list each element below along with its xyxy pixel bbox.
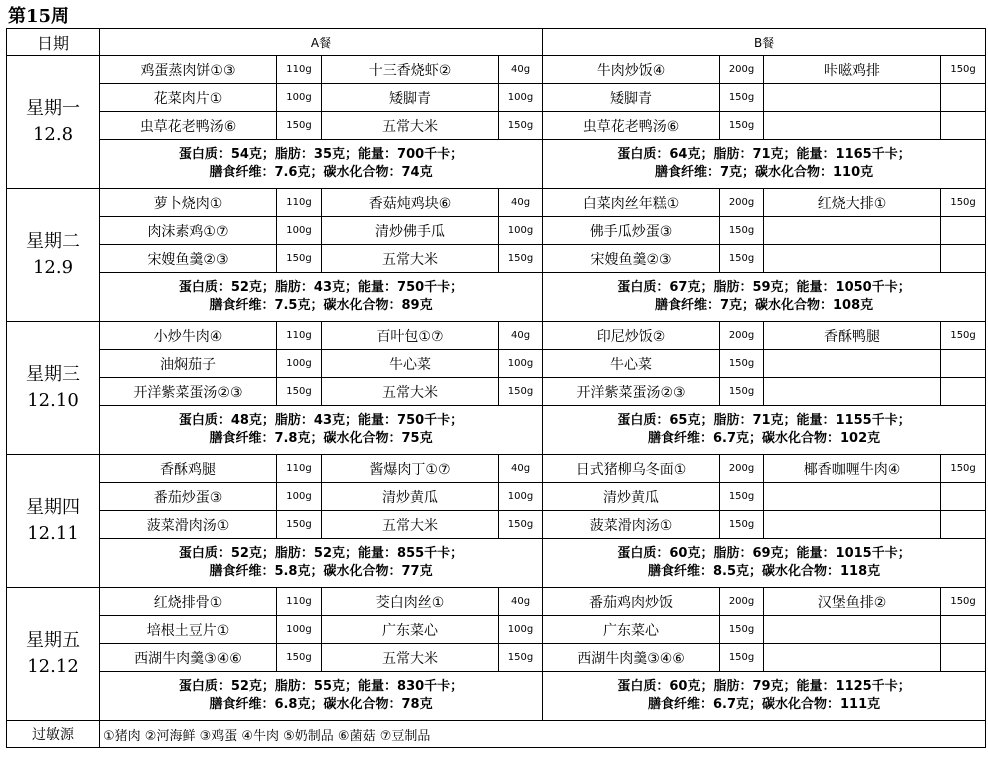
dish-name: 汉堡鱼排② [764, 588, 941, 616]
nutrition-row [7, 539, 986, 588]
nutrition-row [7, 406, 986, 455]
dish-weight: 150g [720, 644, 764, 672]
dish-weight [941, 112, 986, 140]
nutrition-set-b [543, 672, 986, 721]
day-name: 星期四 [26, 497, 80, 518]
dish-row [7, 322, 986, 350]
dish-weight: 110g [277, 56, 322, 84]
dish-name [764, 644, 941, 672]
dish-weight: 200g [720, 322, 764, 350]
dish-weight: 150g [499, 112, 543, 140]
day-date: 12.9 [32, 257, 74, 278]
dish-name: 菠菜滑肉汤① [100, 511, 277, 539]
nutrition-row [7, 672, 986, 721]
dish-weight [941, 217, 986, 245]
dish-name: 佛手瓜炒蛋③ [543, 217, 720, 245]
dish-weight [941, 84, 986, 112]
dish-weight: 40g [499, 588, 543, 616]
dish-weight: 100g [499, 350, 543, 378]
dish-row [7, 245, 986, 273]
nutrition-line: 蛋白质：52克；脂肪：43克；能量：750千卡； [178, 280, 464, 295]
dish-name: 五常大米 [322, 112, 499, 140]
day-name: 星期二 [26, 231, 80, 252]
day-cell [7, 588, 100, 721]
nutrition-set-a [100, 539, 543, 588]
dish-name: 肉沫素鸡①⑦ [100, 217, 277, 245]
dish-weight: 100g [277, 483, 322, 511]
dish-name: 培根土豆片① [100, 616, 277, 644]
dish-name [764, 217, 941, 245]
nutrition-line: 膳食纤维：7.8克；碳水化合物：75克 [209, 431, 433, 446]
dish-weight: 100g [499, 84, 543, 112]
dish-row [7, 112, 986, 140]
dish-row [7, 84, 986, 112]
nutrition-line: 膳食纤维：6.7克；碳水化合物：102克 [647, 431, 881, 446]
nutrition-line: 膳食纤维：7克；碳水化合物：110克 [654, 165, 874, 180]
dish-weight [941, 644, 986, 672]
dish-name: 红烧大排① [764, 189, 941, 217]
dish-name: 萝卜烧肉① [100, 189, 277, 217]
day-cell [7, 455, 100, 588]
day-date: 12.12 [27, 656, 79, 677]
dish-name: 菠菜滑肉汤① [543, 511, 720, 539]
dish-weight: 110g [277, 189, 322, 217]
dish-name: 开洋紫菜蛋汤②③ [543, 378, 720, 406]
nutrition-set-a [100, 273, 543, 322]
dish-weight: 150g [720, 245, 764, 273]
dish-row [7, 511, 986, 539]
dish-name: 五常大米 [322, 245, 499, 273]
nutrition-line: 膳食纤维：7克；碳水化合物：108克 [654, 298, 874, 313]
dish-name: 清炒黄瓜 [543, 483, 720, 511]
dish-weight: 200g [720, 56, 764, 84]
dish-name: 矮脚青 [543, 84, 720, 112]
dish-weight: 150g [720, 483, 764, 511]
day-cell [7, 322, 100, 455]
nutrition-line: 膳食纤维：8.5克；碳水化合物：118克 [647, 564, 881, 579]
dish-name: 咔嗞鸡排 [764, 56, 941, 84]
dish-weight: 100g [277, 84, 322, 112]
nutrition-line: 蛋白质：60克；脂肪：69克；能量：1015千卡； [617, 546, 911, 561]
nutrition-line: 膳食纤维：6.7克；碳水化合物：111克 [647, 697, 881, 712]
dish-row [7, 483, 986, 511]
dish-row [7, 588, 986, 616]
dish-weight: 150g [277, 245, 322, 273]
dish-weight: 150g [720, 84, 764, 112]
dish-weight: 150g [499, 245, 543, 273]
dish-row [7, 616, 986, 644]
dish-name [764, 378, 941, 406]
dish-weight: 150g [720, 511, 764, 539]
header-set-a: A餐 [100, 29, 543, 56]
dish-name: 五常大米 [322, 511, 499, 539]
dish-weight: 150g [941, 56, 986, 84]
allergen-row [7, 721, 986, 748]
dish-weight: 150g [499, 511, 543, 539]
allergen-legend: ①猪肉 ②河海鲜 ③鸡蛋 ④牛肉 ⑤奶制品 ⑥菌菇 ⑦豆制品 [100, 721, 986, 748]
day-date: 12.10 [27, 390, 79, 411]
dish-name: 白菜肉丝年糕① [543, 189, 720, 217]
dish-name: 宋嫂鱼羹②③ [543, 245, 720, 273]
dish-weight: 40g [499, 56, 543, 84]
dish-name: 椰香咖喱牛肉④ [764, 455, 941, 483]
nutrition-line: 膳食纤维：5.8克；碳水化合物：77克 [209, 564, 433, 579]
nutrition-set-a [100, 140, 543, 189]
nutrition-set-b [543, 539, 986, 588]
dish-name: 虫草花老鸭汤⑥ [100, 112, 277, 140]
dish-weight [941, 483, 986, 511]
dish-name: 西湖牛肉羹③④⑥ [543, 644, 720, 672]
dish-row [7, 644, 986, 672]
dish-name: 广东菜心 [322, 616, 499, 644]
dish-weight: 40g [499, 189, 543, 217]
menu-table [6, 28, 986, 748]
dish-weight: 100g [277, 350, 322, 378]
dish-name: 西湖牛肉羹③④⑥ [100, 644, 277, 672]
nutrition-line: 蛋白质：52克；脂肪：52克；能量：855千卡； [178, 546, 464, 561]
dish-weight [941, 378, 986, 406]
dish-name: 番茄鸡肉炒饭 [543, 588, 720, 616]
nutrition-set-b [543, 273, 986, 322]
dish-name: 牛心菜 [543, 350, 720, 378]
dish-name: 酱爆肉丁①⑦ [322, 455, 499, 483]
dish-row [7, 189, 986, 217]
nutrition-line: 蛋白质：65克；脂肪：71克；能量：1155千卡； [617, 413, 911, 428]
dish-weight: 110g [277, 322, 322, 350]
nutrition-line: 膳食纤维：6.8克；碳水化合物：78克 [209, 697, 433, 712]
nutrition-set-b [543, 140, 986, 189]
dish-name: 印尼炒饭② [543, 322, 720, 350]
dish-row [7, 217, 986, 245]
nutrition-line: 蛋白质：54克；脂肪：35克；能量：700千卡； [178, 147, 464, 162]
dish-name: 清炒佛手瓜 [322, 217, 499, 245]
dish-weight: 110g [277, 588, 322, 616]
dish-name: 鸡蛋蒸肉饼①③ [100, 56, 277, 84]
nutrition-line: 蛋白质：60克；脂肪：79克；能量：1125千卡； [617, 679, 911, 694]
dish-name: 油焖茄子 [100, 350, 277, 378]
allergen-label: 过敏源 [7, 721, 100, 748]
header-row [7, 29, 986, 56]
dish-name [764, 350, 941, 378]
dish-name: 香酥鸭腿 [764, 322, 941, 350]
dish-weight: 100g [277, 616, 322, 644]
dish-weight [941, 350, 986, 378]
nutrition-set-b [543, 406, 986, 455]
dish-weight: 150g [720, 616, 764, 644]
day-name: 星期一 [26, 98, 80, 119]
dish-row [7, 455, 986, 483]
dish-name: 十三香烧虾② [322, 56, 499, 84]
dish-row [7, 350, 986, 378]
dish-weight: 40g [499, 455, 543, 483]
header-set-b: B餐 [543, 29, 986, 56]
dish-weight: 150g [499, 644, 543, 672]
day-name: 星期三 [26, 364, 80, 385]
dish-weight: 200g [720, 455, 764, 483]
dish-weight: 150g [941, 588, 986, 616]
dish-weight: 150g [277, 112, 322, 140]
dish-row [7, 378, 986, 406]
dish-name: 番茄炒蛋③ [100, 483, 277, 511]
dish-name [764, 245, 941, 273]
dish-weight: 150g [941, 455, 986, 483]
dish-name: 牛心菜 [322, 350, 499, 378]
dish-name: 茭白肉丝① [322, 588, 499, 616]
nutrition-line: 蛋白质：67克；脂肪：59克；能量：1050千卡； [617, 280, 911, 295]
nutrition-line: 膳食纤维：7.5克；碳水化合物：89克 [209, 298, 433, 313]
day-cell [7, 56, 100, 189]
day-cell [7, 189, 100, 322]
nutrition-line: 蛋白质：48克；脂肪：43克；能量：750千卡； [178, 413, 464, 428]
dish-name [764, 483, 941, 511]
dish-weight: 200g [720, 588, 764, 616]
dish-name: 花菜肉片① [100, 84, 277, 112]
week-title: 第15周 [8, 6, 70, 27]
dish-name: 开洋紫菜蛋汤②③ [100, 378, 277, 406]
dish-weight: 150g [499, 378, 543, 406]
dish-name [764, 84, 941, 112]
day-date: 12.11 [27, 523, 79, 544]
dish-weight: 100g [499, 217, 543, 245]
nutrition-row [7, 140, 986, 189]
nutrition-row [7, 273, 986, 322]
dish-name: 矮脚青 [322, 84, 499, 112]
dish-weight: 200g [720, 189, 764, 217]
dish-name: 虫草花老鸭汤⑥ [543, 112, 720, 140]
dish-weight [941, 616, 986, 644]
dish-weight: 100g [499, 616, 543, 644]
dish-name [764, 616, 941, 644]
nutrition-set-a [100, 672, 543, 721]
dish-row [7, 56, 986, 84]
dish-name: 百叶包①⑦ [322, 322, 499, 350]
dish-name: 香酥鸡腿 [100, 455, 277, 483]
nutrition-line: 蛋白质：64克；脂肪：71克；能量：1165千卡； [617, 147, 911, 162]
dish-weight: 150g [720, 378, 764, 406]
dish-name: 小炒牛肉④ [100, 322, 277, 350]
nutrition-line: 蛋白质：52克；脂肪：55克；能量：830千卡； [178, 679, 464, 694]
dish-weight: 150g [941, 189, 986, 217]
dish-name: 五常大米 [322, 644, 499, 672]
dish-weight: 110g [277, 455, 322, 483]
dish-name [764, 511, 941, 539]
day-date: 12.8 [32, 124, 74, 145]
dish-name: 广东菜心 [543, 616, 720, 644]
day-name: 星期五 [26, 630, 80, 651]
dish-name [764, 112, 941, 140]
nutrition-line: 膳食纤维：7.6克；碳水化合物：74克 [209, 165, 433, 180]
dish-name: 牛肉炒饭④ [543, 56, 720, 84]
dish-weight: 100g [277, 217, 322, 245]
dish-weight: 150g [720, 350, 764, 378]
dish-weight: 150g [277, 644, 322, 672]
dish-weight: 150g [720, 217, 764, 245]
dish-name: 五常大米 [322, 378, 499, 406]
header-date: 日期 [7, 29, 100, 56]
dish-weight: 150g [720, 112, 764, 140]
dish-weight: 40g [499, 322, 543, 350]
dish-weight: 150g [941, 322, 986, 350]
dish-name: 红烧排骨① [100, 588, 277, 616]
dish-weight: 150g [277, 378, 322, 406]
dish-name: 日式猪柳乌冬面① [543, 455, 720, 483]
dish-name: 宋嫂鱼羹②③ [100, 245, 277, 273]
dish-weight: 150g [277, 511, 322, 539]
dish-weight [941, 245, 986, 273]
nutrition-set-a [100, 406, 543, 455]
dish-weight [941, 511, 986, 539]
dish-name: 香菇炖鸡块⑥ [322, 189, 499, 217]
dish-name: 清炒黄瓜 [322, 483, 499, 511]
dish-weight: 100g [499, 483, 543, 511]
